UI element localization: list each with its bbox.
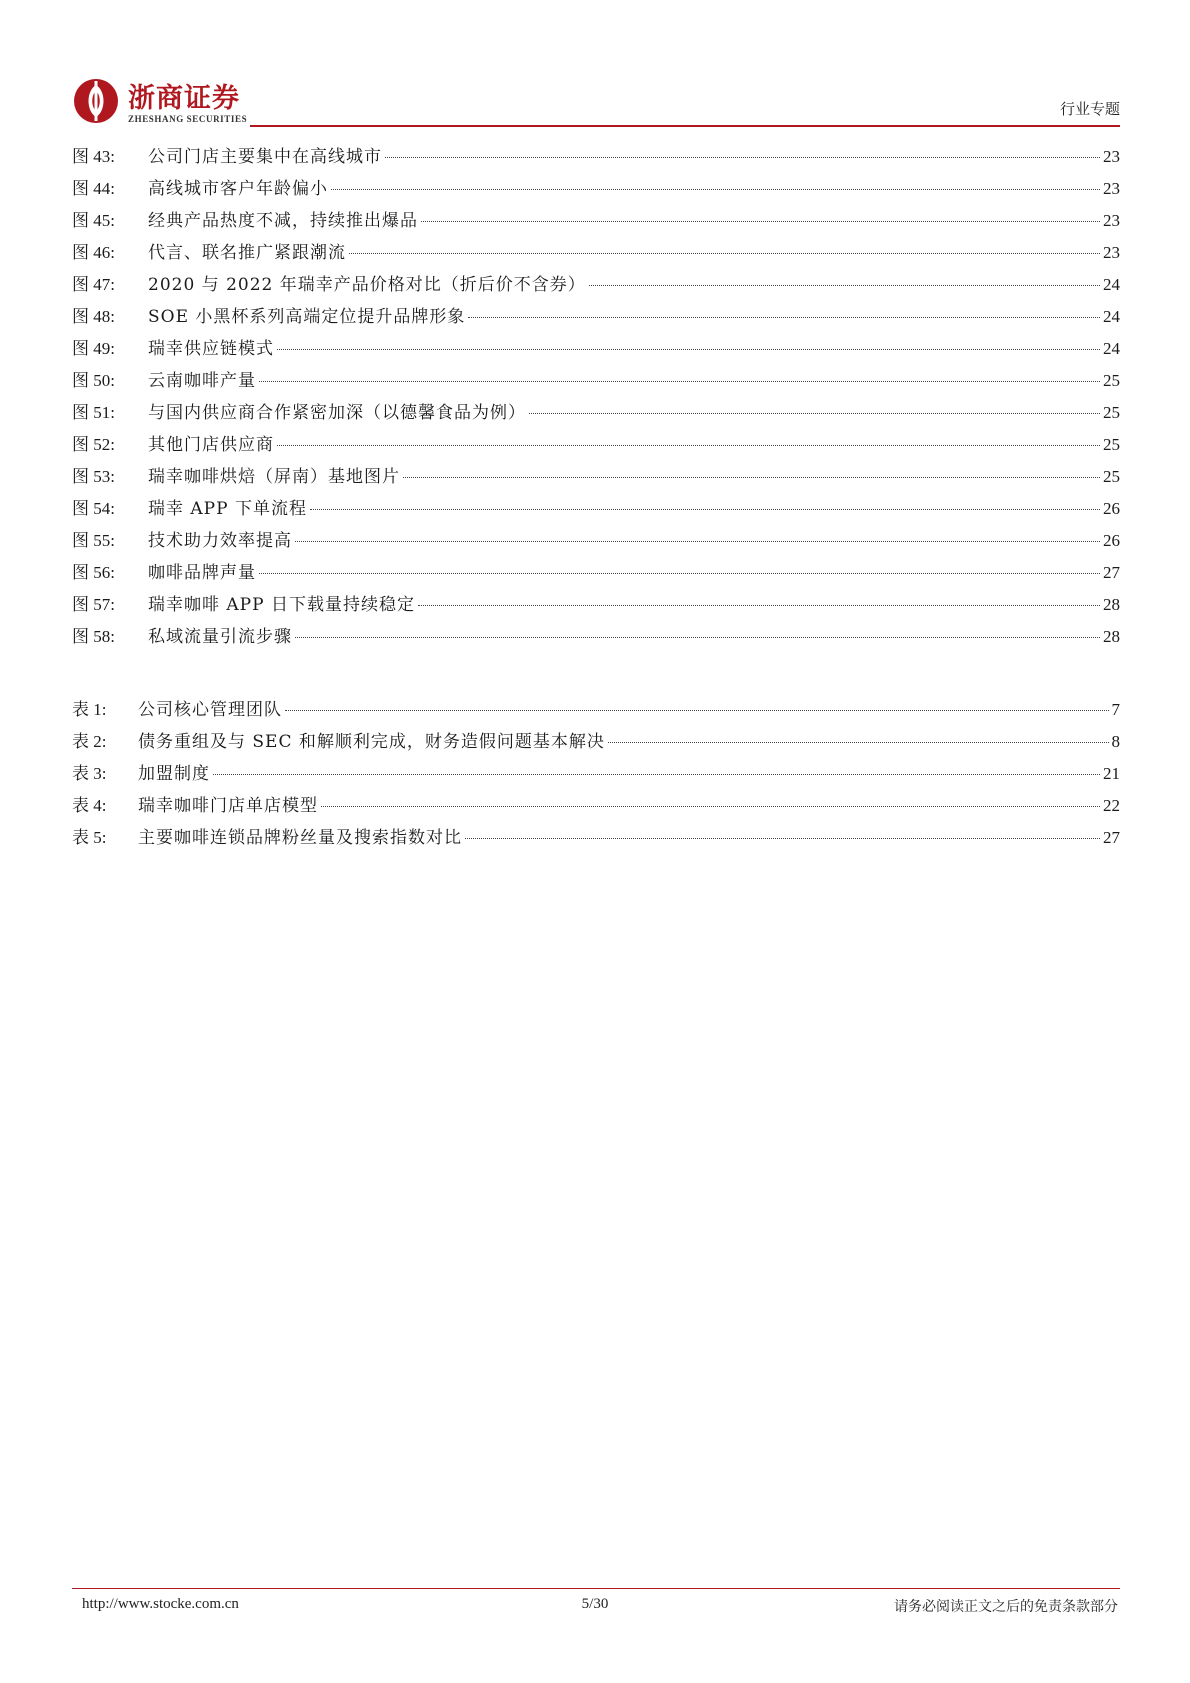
figure-entry[interactable] bbox=[72, 493, 1120, 525]
toc-entry-label: 图 57: bbox=[72, 595, 115, 614]
table-entry[interactable] bbox=[72, 822, 1120, 854]
figure-entry[interactable] bbox=[72, 397, 1120, 429]
toc-entry-title: 代言、联名推广紧跟潮流 bbox=[148, 243, 346, 263]
toc-entry-page: 28 bbox=[1103, 595, 1120, 614]
footer-divider bbox=[72, 1588, 1120, 1589]
toc-entry-title: 瑞幸供应链模式 bbox=[148, 339, 274, 359]
toc-entry-page: 21 bbox=[1103, 764, 1120, 783]
toc-entry-title: 公司门店主要集中在高线城市 bbox=[148, 147, 382, 167]
toc-entry-title: 加盟制度 bbox=[138, 764, 210, 784]
toc-entry-title: 瑞幸 APP 下单流程 bbox=[148, 499, 307, 519]
header-divider bbox=[250, 125, 1120, 127]
toc-entry-page: 25 bbox=[1103, 371, 1120, 390]
toc-leader-dots bbox=[259, 573, 1100, 574]
table-entry[interactable] bbox=[72, 790, 1120, 822]
toc-entry-label: 表 4: bbox=[72, 796, 107, 815]
figure-entry[interactable] bbox=[72, 429, 1120, 461]
toc-entry-page: 8 bbox=[1111, 732, 1120, 751]
toc-entry-title: 2020 与 2022 年瑞幸产品价格对比（折后价不含券） bbox=[148, 275, 586, 295]
figure-entry[interactable] bbox=[72, 461, 1120, 493]
figure-index bbox=[72, 141, 1120, 653]
toc-leader-dots bbox=[321, 806, 1100, 807]
toc-entry-title: 瑞幸咖啡门店单店模型 bbox=[138, 796, 318, 816]
toc-entry-label: 表 5: bbox=[72, 828, 107, 847]
brand-name-cn: 浙商证券 bbox=[128, 83, 240, 114]
toc-leader-dots bbox=[213, 774, 1100, 775]
toc-entry-title: 咖啡品牌声量 bbox=[148, 563, 256, 583]
toc-leader-dots bbox=[285, 710, 1109, 711]
table-entry[interactable] bbox=[72, 758, 1120, 790]
figure-entry[interactable] bbox=[72, 173, 1120, 205]
toc-entry-page: 27 bbox=[1103, 563, 1120, 582]
toc-leader-dots bbox=[331, 189, 1100, 190]
toc-leader-dots bbox=[349, 253, 1100, 254]
toc-entry-page: 23 bbox=[1103, 211, 1120, 230]
toc-leader-dots bbox=[418, 605, 1100, 606]
figure-entry[interactable] bbox=[72, 141, 1120, 173]
toc-entry-page: 7 bbox=[1111, 700, 1120, 719]
figure-entry[interactable] bbox=[72, 365, 1120, 397]
table-entry[interactable] bbox=[72, 726, 1120, 758]
toc-entry-title: 债务重组及与 SEC 和解顺利完成，财务造假问题基本解决 bbox=[138, 732, 605, 752]
section-tag: 行业专题 bbox=[1059, 100, 1120, 118]
toc-entry-page: 25 bbox=[1103, 435, 1120, 454]
table-index bbox=[72, 694, 1120, 854]
footer-url[interactable]: http://www.stocke.com.cn bbox=[82, 1596, 239, 1612]
figure-entry[interactable] bbox=[72, 589, 1120, 621]
toc-entry-label: 图 58: bbox=[72, 627, 115, 646]
toc-entry-label: 表 1: bbox=[72, 700, 107, 719]
figure-entry[interactable] bbox=[72, 621, 1120, 653]
toc-entry-title: 公司核心管理团队 bbox=[138, 700, 282, 720]
toc-entry-title: 私域流量引流步骤 bbox=[148, 627, 292, 647]
toc-entry-page: 24 bbox=[1103, 339, 1120, 358]
figure-entry[interactable] bbox=[72, 557, 1120, 589]
toc-entry-title: 高线城市客户年龄偏小 bbox=[148, 179, 328, 199]
toc-entry-label: 图 53: bbox=[72, 467, 115, 486]
toc-entry-label: 图 49: bbox=[72, 339, 115, 358]
figure-entry[interactable] bbox=[72, 301, 1120, 333]
brand-name-en: ZHESHANG SECURITIES bbox=[128, 114, 248, 124]
figure-entry[interactable] bbox=[72, 205, 1120, 237]
brand-logo bbox=[72, 74, 252, 128]
footer-disclaimer: 请务必阅读正文之后的免责条款部分 bbox=[894, 1599, 1118, 1615]
toc-entry-title: 与国内供应商合作紧密加深（以德馨食品为例） bbox=[148, 403, 526, 423]
toc-entry-page: 24 bbox=[1103, 275, 1120, 294]
toc-leader-dots bbox=[468, 317, 1100, 318]
toc-leader-dots bbox=[259, 381, 1100, 382]
toc-entry-title: 主要咖啡连锁品牌粉丝量及搜索指数对比 bbox=[138, 828, 462, 848]
toc-entry-label: 表 3: bbox=[72, 764, 107, 783]
toc-leader-dots bbox=[529, 413, 1100, 414]
zheshang-logo-icon bbox=[72, 77, 120, 125]
toc-leader-dots bbox=[310, 509, 1100, 510]
toc-entry-label: 图 54: bbox=[72, 499, 115, 518]
toc-entry-label: 图 44: bbox=[72, 179, 115, 198]
toc-entry-page: 25 bbox=[1103, 467, 1120, 486]
figure-entry[interactable] bbox=[72, 269, 1120, 301]
toc-entry-title: 技术助力效率提高 bbox=[148, 531, 292, 551]
toc-entry-label: 图 55: bbox=[72, 531, 115, 550]
toc-entry-label: 图 56: bbox=[72, 563, 115, 582]
toc-entry-label: 图 45: bbox=[72, 211, 115, 230]
toc-leader-dots bbox=[295, 541, 1100, 542]
toc-entry-title: 经典产品热度不减，持续推出爆品 bbox=[148, 211, 418, 231]
toc-entry-label: 图 47: bbox=[72, 275, 115, 294]
page-number: 5/30 bbox=[581, 1596, 609, 1612]
toc-entry-page: 27 bbox=[1103, 828, 1120, 847]
toc-leader-dots bbox=[589, 285, 1100, 286]
toc-entry-label: 表 2: bbox=[72, 732, 107, 751]
toc-leader-dots bbox=[277, 349, 1100, 350]
toc-leader-dots bbox=[421, 221, 1100, 222]
toc-leader-dots bbox=[465, 838, 1100, 839]
toc-entry-page: 24 bbox=[1103, 307, 1120, 326]
toc-entry-title: 瑞幸咖啡 APP 日下载量持续稳定 bbox=[148, 595, 415, 615]
toc-entry-page: 23 bbox=[1103, 243, 1120, 262]
toc-entry-title: 云南咖啡产量 bbox=[148, 371, 256, 391]
toc-leader-dots bbox=[295, 637, 1100, 638]
toc-entry-title: 瑞幸咖啡烘焙（屏南）基地图片 bbox=[148, 467, 400, 487]
table-entry[interactable] bbox=[72, 694, 1120, 726]
figure-entry[interactable] bbox=[72, 333, 1120, 365]
toc-entry-page: 22 bbox=[1103, 796, 1120, 815]
figure-entry[interactable] bbox=[72, 525, 1120, 557]
toc-entry-label: 图 48: bbox=[72, 307, 115, 326]
toc-entry-page: 25 bbox=[1103, 403, 1120, 422]
figure-entry[interactable] bbox=[72, 237, 1120, 269]
toc-entry-label: 图 43: bbox=[72, 147, 115, 166]
toc-entry-title: SOE 小黑杯系列高端定位提升品牌形象 bbox=[148, 307, 466, 327]
toc-entry-label: 图 51: bbox=[72, 403, 115, 422]
toc-entry-page: 23 bbox=[1103, 179, 1120, 198]
toc-entry-page: 26 bbox=[1103, 499, 1120, 518]
toc-entry-page: 23 bbox=[1103, 147, 1120, 166]
toc-leader-dots bbox=[385, 157, 1100, 158]
toc-entry-page: 28 bbox=[1103, 627, 1120, 646]
toc-entry-label: 图 50: bbox=[72, 371, 115, 390]
toc-entry-label: 图 52: bbox=[72, 435, 115, 454]
toc-leader-dots bbox=[277, 445, 1100, 446]
toc-entry-label: 图 46: bbox=[72, 243, 115, 262]
toc-leader-dots bbox=[403, 477, 1100, 478]
toc-entry-page: 26 bbox=[1103, 531, 1120, 550]
toc-entry-title: 其他门店供应商 bbox=[148, 435, 274, 455]
toc-leader-dots bbox=[608, 742, 1109, 743]
